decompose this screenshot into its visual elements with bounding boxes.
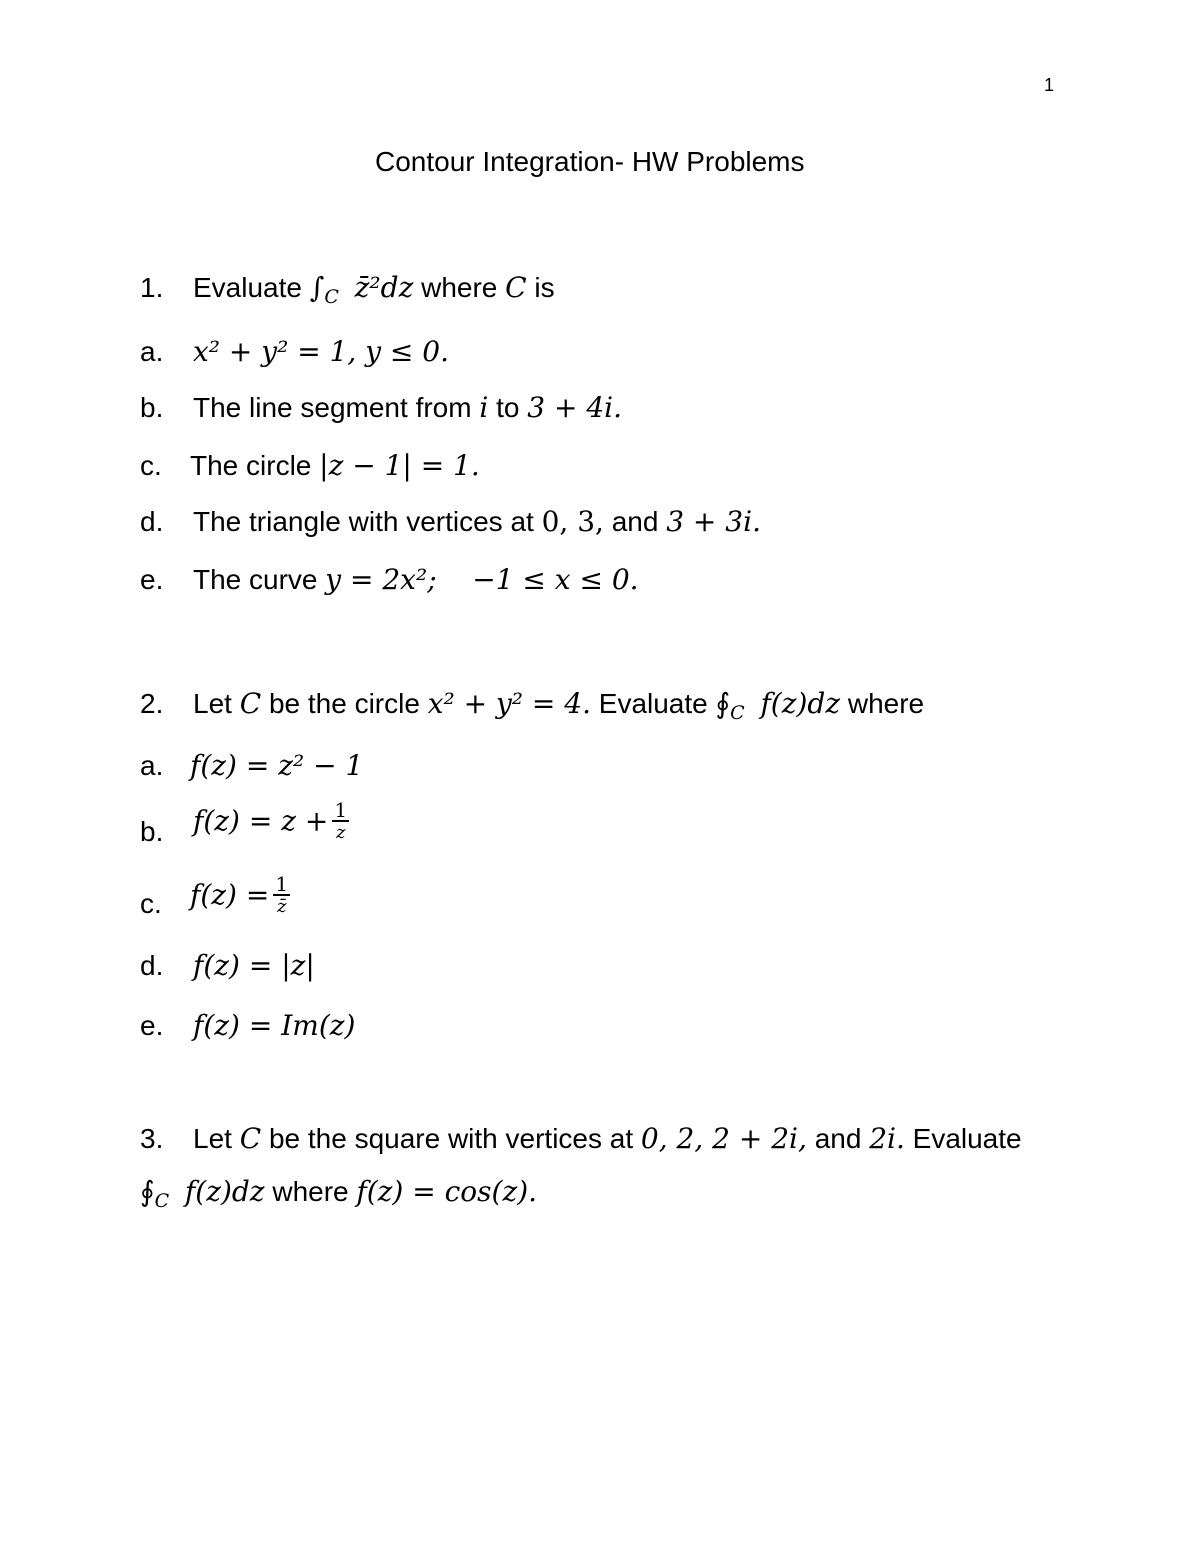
math: y = 2x²; −1 ≤ x ≤ 0. bbox=[325, 563, 639, 596]
problem-1b bbox=[193, 391, 622, 424]
item-text: The circle bbox=[190, 450, 312, 481]
contour-name: C bbox=[239, 687, 262, 720]
denominator: z bbox=[335, 822, 346, 843]
math: 2i. bbox=[869, 1122, 905, 1155]
item-label: b. bbox=[140, 816, 164, 847]
stem-text: Evaluate bbox=[193, 272, 302, 303]
problem-1-number: 1. bbox=[140, 272, 164, 303]
math: |z − 1| = 1. bbox=[319, 449, 480, 482]
problem-1d bbox=[193, 505, 761, 538]
problem-3-line-1 bbox=[193, 1122, 1022, 1155]
item-label: e. bbox=[140, 564, 164, 595]
stem-text: where bbox=[421, 272, 498, 303]
item-text: and bbox=[611, 506, 659, 537]
math: 3 + 3i. bbox=[666, 505, 761, 538]
item-text: The line segment from bbox=[193, 392, 472, 423]
problem-2e: f(z) = Im(z) bbox=[193, 1009, 356, 1042]
math: 0, 3, bbox=[541, 505, 604, 538]
contour-subscript: C bbox=[730, 702, 745, 724]
problem-2-stem bbox=[193, 687, 925, 724]
item-label: d. bbox=[140, 506, 164, 537]
item-label: d. bbox=[140, 950, 164, 981]
contour-subscript: C bbox=[154, 1190, 170, 1212]
page-title: Contour Integration- HW Problems bbox=[375, 146, 805, 177]
math: f(z) = cos(z). bbox=[356, 1175, 538, 1208]
contour-integral-symbol: ∮ bbox=[140, 1175, 155, 1208]
contour-name: C bbox=[239, 1122, 262, 1155]
item-label: b. bbox=[140, 392, 164, 423]
stem-text: is bbox=[534, 272, 555, 303]
problem-1c bbox=[190, 449, 480, 482]
stem-text: Evaluate bbox=[598, 688, 708, 719]
math: i bbox=[479, 391, 489, 424]
stem-text: be the circle bbox=[268, 688, 420, 719]
integral-symbol: ∫ bbox=[309, 271, 325, 304]
numerator: 1 bbox=[334, 798, 348, 822]
problem-1a: x² + y² = 1, y ≤ 0. bbox=[193, 335, 449, 368]
denominator: z̄ bbox=[276, 896, 287, 917]
math: f(z) = bbox=[190, 878, 270, 912]
item-label: c. bbox=[140, 888, 162, 919]
item-text: The triangle with vertices at bbox=[193, 506, 534, 537]
stem-text: and bbox=[814, 1123, 862, 1154]
stem-text: be the square with vertices at bbox=[268, 1123, 634, 1154]
item-label: a. bbox=[140, 336, 164, 367]
integrand: z̄²dz bbox=[354, 271, 414, 304]
stem-text: where bbox=[272, 1176, 349, 1207]
integrand: f(z)dz bbox=[184, 1175, 265, 1208]
fraction bbox=[273, 874, 290, 916]
stem-text: Let bbox=[193, 688, 232, 719]
numerator: 1 bbox=[275, 872, 289, 896]
stem-text: Evaluate bbox=[912, 1123, 1022, 1154]
problem-2d: f(z) = |z| bbox=[193, 949, 315, 982]
problem-2-number: 2. bbox=[140, 688, 164, 719]
integrand: f(z)dz bbox=[760, 687, 841, 720]
contour-name: C bbox=[505, 271, 527, 304]
math: x² + y² = 4. bbox=[427, 687, 591, 720]
problem-1-stem bbox=[193, 271, 555, 308]
problem-2a: f(z) = z² − 1 bbox=[190, 749, 364, 782]
page-number: 1 bbox=[1044, 75, 1055, 95]
stem-text: where bbox=[847, 688, 925, 719]
item-label: e. bbox=[140, 1010, 164, 1041]
math: f(z) = z + bbox=[193, 804, 329, 838]
fraction bbox=[332, 800, 349, 842]
stem-text: Let bbox=[193, 1123, 232, 1154]
contour-integral-symbol: ∮ bbox=[715, 687, 731, 720]
item-label: c. bbox=[140, 450, 162, 481]
problem-2c bbox=[190, 874, 290, 916]
problem-3-number: 3. bbox=[140, 1123, 164, 1154]
problem-2b bbox=[193, 800, 349, 842]
math: 3 + 4i. bbox=[527, 391, 622, 424]
problem-1e bbox=[193, 563, 639, 596]
math: 0, 2, 2 + 2i, bbox=[640, 1122, 807, 1155]
item-text: to bbox=[496, 392, 520, 423]
item-label: a. bbox=[140, 750, 164, 781]
contour-subscript: C bbox=[324, 286, 339, 308]
problem-3-line-2 bbox=[140, 1175, 538, 1212]
item-text: The curve bbox=[193, 564, 318, 595]
